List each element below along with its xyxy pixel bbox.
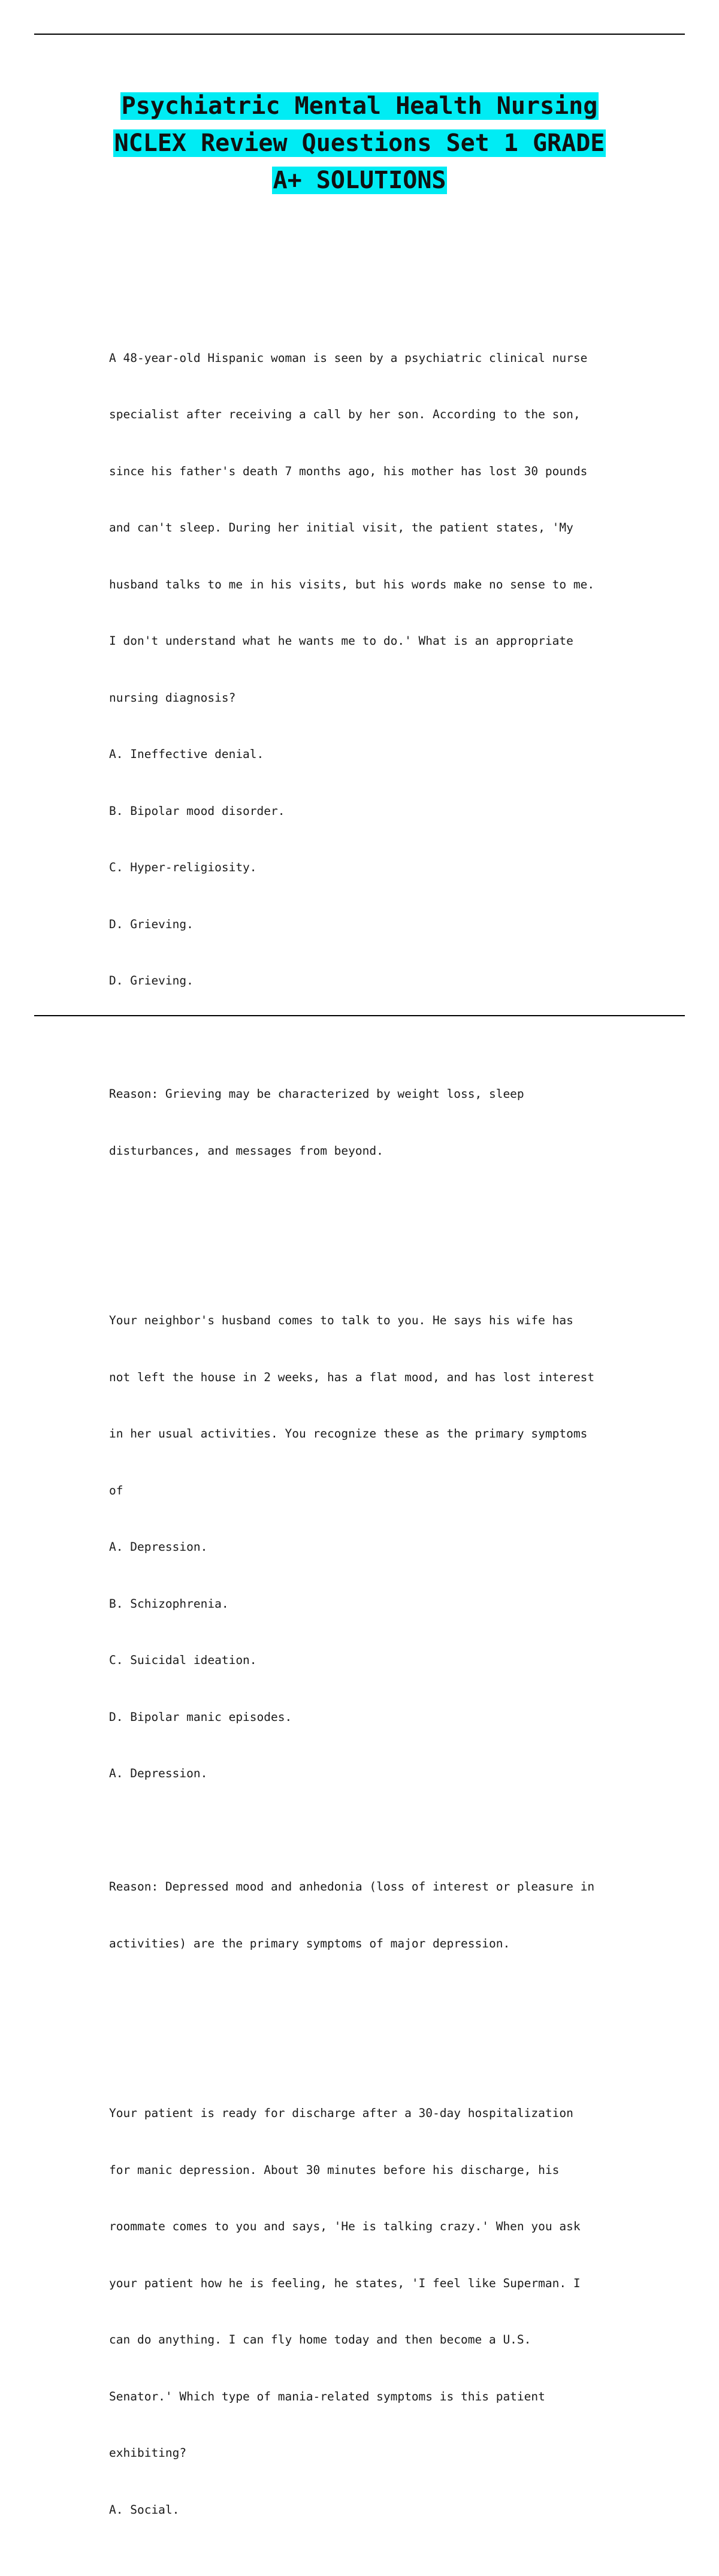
question-stem-line: A 48-year-old Hispanic woman is seen by a psychiatric clinical nurse: [109, 351, 588, 365]
document-body: [109, 254, 636, 2576]
question-stem-line: roommate comes to you and says, 'He is talking crazy.' When you ask: [109, 2219, 581, 2233]
reason-line: Reason: Grieving may be characterized by weight loss, sleep: [109, 1087, 524, 1101]
question-stem-line: for manic depression. About 30 minutes before his discharge, his: [109, 2163, 560, 2177]
question-stem-line: Senator.' Which type of mania-related symptoms is this patient: [109, 2389, 545, 2403]
correct-answer: A. Depression.: [109, 1766, 208, 1780]
question-stem-line: and can't sleep. During her initial visit, the patient states, 'My: [109, 521, 573, 534]
reason-line: disturbances, and messages from beyond.: [109, 1143, 383, 1158]
question-3: [109, 2066, 636, 2557]
question-stem-line: Your neighbor's husband comes to talk to you. He says his wife has: [109, 1313, 573, 1327]
top-rule: [34, 34, 685, 35]
question-stem-line: specialist after receiving a call by her son. According to the son,: [109, 407, 581, 421]
question-stem-line: of: [109, 1483, 123, 1497]
question-2: [109, 1273, 636, 1991]
answer-option: C. Hyper-religiosity.: [109, 860, 257, 874]
question-stem-line: exhibiting?: [109, 2446, 187, 2460]
answer-option: D. Bipolar manic episodes.: [109, 1710, 292, 1724]
question-stem-line: can do anything. I can fly home today and then become a U.S.: [109, 2333, 531, 2347]
question-stem-line: husband talks to me in his visits, but his words make no sense to me.: [109, 577, 595, 591]
reason-line: activities) are the primary symptoms of major depression.: [109, 1936, 510, 1950]
document-title: [60, 87, 659, 199]
title-line-1: Psychiatric Mental Health Nursing: [121, 92, 598, 120]
answer-option: D. Grieving.: [109, 917, 194, 931]
answer-option: A. Ineffective denial.: [109, 747, 264, 761]
title-line-2: NCLEX Review Questions Set 1 GRADE: [114, 129, 605, 157]
question-stem-line: nursing diagnosis?: [109, 690, 236, 705]
answer-option: B. Schizophrenia.: [109, 1596, 229, 1611]
bottom-rule: [34, 1015, 685, 1016]
answer-option: B. Bipolar mood disorder.: [109, 804, 285, 818]
reason-line: Reason: Depressed mood and anhedonia (loss of interest or pleasure in: [109, 1880, 595, 1894]
question-stem-line: your patient how he is feeling, he states, 'I feel like Superman. I: [109, 2276, 581, 2290]
blank-line: [109, 1028, 636, 1047]
question-stem-line: I don't understand what he wants me to do.' What is an appropriate: [109, 634, 573, 648]
blank-line: [109, 1821, 636, 1840]
answer-option: C. Suicidal ideation.: [109, 1653, 257, 1667]
question-stem-line: since his father's death 7 months ago, his mother has lost 30 pounds: [109, 464, 588, 478]
question-stem-line: in her usual activities. You recognize these as the primary symptoms: [109, 1427, 588, 1440]
question-stem-line: Your patient is ready for discharge after a 30-day hospitalization: [109, 2106, 573, 2120]
question-stem-line: not left the house in 2 weeks, has a flat mood, and has lost interest: [109, 1370, 595, 1384]
answer-option: A. Social.: [109, 2502, 180, 2517]
question-1: [109, 311, 636, 1198]
title-line-3: A+ SOLUTIONS: [273, 167, 446, 194]
correct-answer: D. Grieving.: [109, 974, 194, 987]
answer-option: A. Depression.: [109, 1540, 208, 1554]
